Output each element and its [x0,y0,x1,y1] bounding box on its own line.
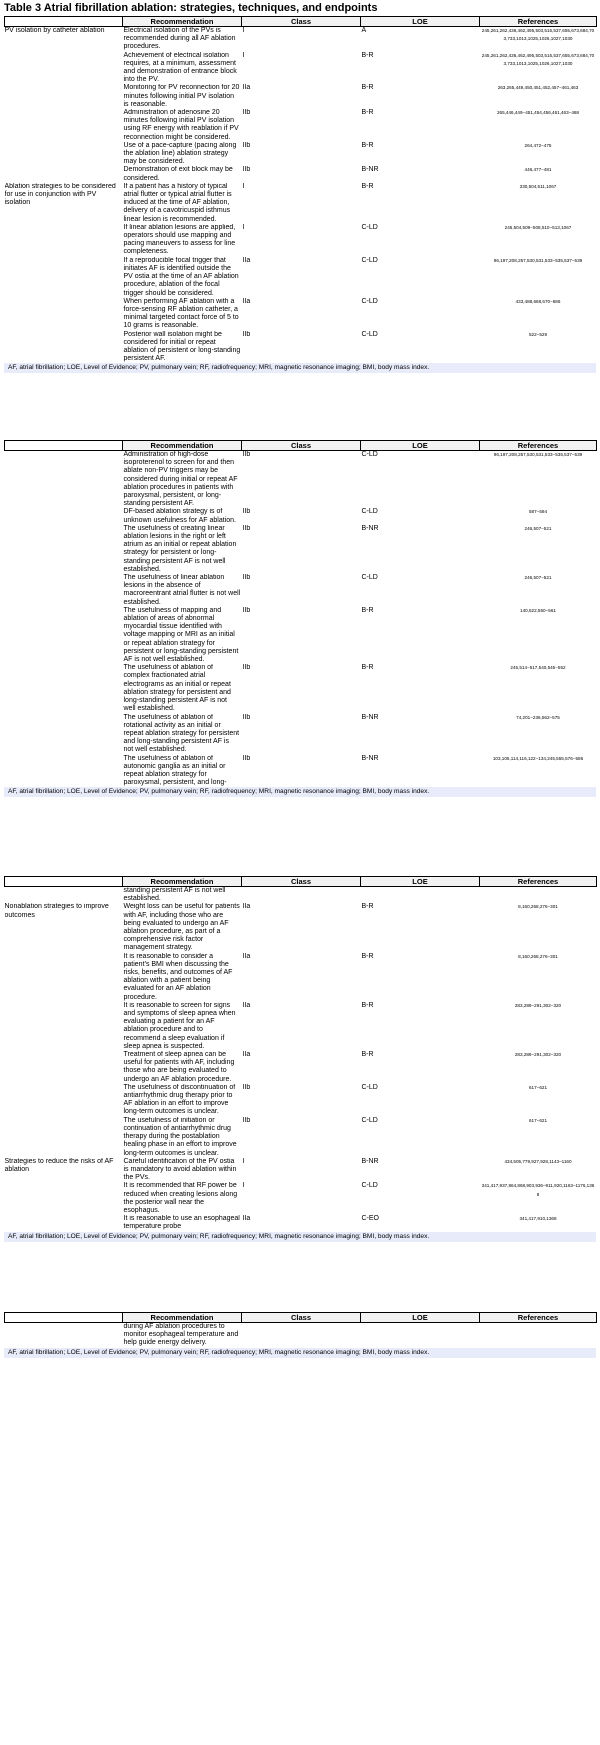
class-cell: IIb [242,508,251,516]
table-body [5,27,597,364]
recommendation-cell: Treatment of sleep apnea can be useful for patients with AF, including those who are being evaluated to undergo an AF ablation procedure. [123,1051,235,1083]
class-cell: I [242,1182,245,1190]
loe-cell [361,887,480,904]
table-row [5,1158,597,1183]
table-footnote: AF, atrial fibrillation; LOE, Level of Evidence; PV, pulmonary vein; RF, radiofrequency; MRI, magnetic resonance imaging; BMI, body mass index. [4,1232,596,1242]
class-cell: IIa [242,1001,251,1009]
class-cell: I [242,223,245,231]
loe-cell: B-NR [361,524,379,532]
category-cell [5,755,123,788]
class-cell: IIa [242,256,251,264]
class-cell: I [242,1157,245,1165]
loe-cell: B-NR [361,166,379,174]
loe-cell: C-LD [361,1083,378,1091]
category-cell: Strategies to reduce the risks of AF ablation [4,1157,114,1173]
category-cell [5,607,123,664]
references-cell: 446,477−481 [524,167,552,173]
references-cell: 96,197,208,257,530,531,533−535,537−539 [493,452,583,457]
table-row [5,52,597,85]
category-cell [5,1084,123,1117]
recommendation-cell: The usefulness of mapping and ablation of areas of abnormal myocardial tissue identified with voltage mapping or MRI as an initial or repeat ablation strategy for persistent or long-standing persistent AF is not well established. [123,606,239,664]
references-cell: 246,507−521 [524,575,552,581]
table-panel-1 [4,16,596,373]
references-cell: 96,197,208,257,530,531,533−535,537−539 [493,257,583,263]
class-cell: IIb [242,451,251,458]
recommendation-header: Recommendation [123,877,242,887]
category-cell [5,525,123,574]
loe-cell: B-NR [361,754,379,762]
loe-cell: B-R [361,606,374,614]
references-cell: 617−621 [528,1117,547,1123]
table-row [5,1117,597,1158]
recommendation-cell: It is reasonable to consider a patient’s BMI when discussing the risks, benefits, and outcomes of AF ablation with a patient being evaluated for an AF ablation procedure. [123,952,233,1001]
references-cell [480,887,597,904]
category-cell [5,257,123,298]
references-cell: 103,105,114,116,122−134,245,555,576−586 [492,755,584,761]
table-row [5,451,597,509]
category-cell [5,84,123,109]
references-cell: 8,160,268,276−301 [518,904,558,910]
loe-cell: B-R [361,109,374,117]
class-cell: IIb [242,141,251,149]
loe-cell: B-NR [361,713,379,721]
recommendation-cell: Achievement of electrical isolation requires, at a minimum, assessment and demonstration of entrance block into the PV. [123,51,237,84]
table-footnote: AF, atrial fibrillation; LOE, Level of Evidence; PV, pulmonary vein; RF, radiofrequency; MRI, magnetic resonance imaging; BMI, body mass index. [4,363,596,373]
loe-cell: C-LD [361,1116,378,1124]
class-cell: IIb [242,713,251,721]
references-cell: 433,488,668,670−686 [515,298,561,304]
table-row [5,953,597,1002]
category-cell: PV isolation by catheter ablation [4,27,105,34]
class-cell [242,1323,361,1348]
class-cell: IIb [242,664,251,672]
table-row [5,331,597,364]
recommendation-cell: Demonstration of exit block may be considered. [123,166,233,182]
class-header: Class [242,1313,361,1323]
references-cell: 283,289−291,302−320 [514,1002,562,1008]
table-panel-3 [4,876,596,1242]
references-cell: 522−529 [528,331,547,337]
category-cell [5,142,123,167]
table-row [5,607,597,664]
recommendation-header: Recommendation [123,441,242,451]
table-footnote: AF, atrial fibrillation; LOE, Level of Evidence; PV, pulmonary vein; RF, radiofrequency; MRI, magnetic resonance imaging; BMI, body mass index. [4,1348,596,1358]
table-row [5,887,597,904]
recommendation-cell: The usefulness of creating linear ablation lesions in the right or left atrium as an initial or repeat ablation strategy for persistent or long-standing persistent AF is not well established. [123,524,237,573]
loe-cell: B-R [361,952,374,960]
class-cell [242,887,361,904]
recommendation-cell: Administration of high-dose isoproterenol to screen for and then ablate non-PV triggers may be considered during initial or repeat AF ablation procedures in patients with paroxysmal, persistent, or long-standing persistent AF. [123,451,238,508]
recommendation-cell: When performing AF ablation with a force-sensing RF ablation catheter, a minimal targeted contact force of 5 to 10 grams is reasonable. [123,297,239,330]
recommendation-cell: The usefulness of linear ablation lesions in the absence of macroreentrant atrial flutter is not well established. [123,574,241,606]
references-cell: 245,261,262,436,462,495,503,515,537,655,673,684,703,733,1013,1025,1026,1027,1030 [481,28,595,42]
category-cell [5,887,123,904]
table-row [5,1084,597,1117]
references-cell: 434,505,779,927,928,1143–1160 [504,1158,572,1164]
recommendation-cell: The usefulness of ablation of rotational activity as an initial or repeat ablation strategy for persistent and long-standing persistent AF is not well established. [123,713,240,754]
category-cell [5,574,123,607]
table-body [5,451,597,788]
recommendation-cell: If a reproducible focal trigger that initiates AF is identified outside the PV ostia at the time of an AF ablation procedure, ablation of the focal trigger should be considered. [123,256,239,297]
recommendation-cell: standing persistent AF is not well established. [123,887,226,903]
recommendations-table [4,440,597,787]
loe-cell: C-LD [361,508,378,516]
recommendation-cell: The usefulness of ablation of autonomic ganglia as an initial or repeat ablation strategy for paroxysmal, persistent, and long- [123,754,227,787]
table-row [5,224,597,257]
recommendation-cell: The usefulness of initiation or continuation of antiarrhythmic drug therapy during the postablation healing phase in an effort to improve long-term outcomes is unclear. [123,1116,237,1157]
category-cell [5,1215,123,1231]
recommendation-cell: The usefulness of ablation of complex fractionated atrial electrograms as an initial or repeat ablation strategy for persistent and long-standing persistent AF is not well established. [123,664,231,713]
table-row [5,1215,597,1231]
references-header: References [480,1313,597,1323]
loe-cell: B-R [361,141,374,149]
class-cell: IIb [242,1116,251,1124]
table-row [5,257,597,298]
recommendation-cell: The usefulness of discontinuation of antiarrhythmic drug therapy prior to AF ablation in an effort to improve long-term outcomes is unclear. [123,1083,236,1116]
recommendation-cell: Weight loss can be useful for patients with AF, including those who are being evaluated to undergo an AF ablation procedure, as part of a comprehensive risk factor management strategy. [123,903,240,952]
class-header: Class [242,441,361,451]
table-body [5,1323,597,1348]
references-cell: 264,472−475 [524,142,552,148]
class-cell: IIa [242,84,251,92]
category-cell [5,52,123,85]
category-header [5,877,123,887]
loe-cell: B-R [361,182,374,190]
class-cell: IIa [242,1051,251,1059]
loe-cell: B-R [361,1051,374,1059]
class-header: Class [242,877,361,887]
table-row [5,664,597,713]
class-cell: IIb [242,754,251,762]
recommendation-cell: during AF ablation procedures to monitor esophageal temperature and help guide energy delivery. [123,1323,239,1347]
category-cell: Nonablation strategies to improve outcomes [4,903,109,919]
category-cell [5,1051,123,1084]
loe-cell [361,1323,480,1348]
loe-cell: C-EO [361,1215,379,1223]
recommendation-cell: Careful identification of the PV ostia is mandatory to avoid ablation within the PVs. [123,1157,237,1182]
class-cell: IIa [242,297,251,305]
references-cell: 283,289−291,302−320 [514,1052,562,1058]
category-cell [5,166,123,182]
references-cell: 587−594 [528,509,547,515]
table-row [5,142,597,167]
references-header: References [480,877,597,887]
class-cell: IIb [242,1083,251,1091]
loe-cell: C-LD [361,1182,378,1190]
references-cell: 74,201−236,562−575 [516,714,560,720]
table-footnote: AF, atrial fibrillation; LOE, Level of Evidence; PV, pulmonary vein; RF, radiofrequency; MRI, magnetic resonance imaging; BMI, body mass index. [4,787,596,797]
loe-header: LOE [361,441,480,451]
category-cell [5,664,123,713]
recommendation-header: Recommendation [123,17,242,27]
class-cell: I [242,27,245,34]
category-cell [5,1323,123,1348]
category-cell [5,298,123,331]
references-header: References [480,17,597,27]
table-row [5,298,597,331]
class-cell: IIa [242,952,251,960]
category-cell [5,109,123,142]
table-row [5,1182,597,1215]
category-cell [5,1182,123,1215]
loe-cell: B-R [361,664,374,672]
class-cell: I [242,51,245,59]
table-row [5,84,597,109]
recommendation-cell: Posterior wall isolation might be considered for initial or repeat ablation of persistent or long-standing persistent AF. [123,330,241,363]
loe-header: LOE [361,1313,480,1323]
loe-cell: B-R [361,84,374,92]
table-row [5,508,597,524]
recommendation-cell: It is recommended that RF power be reduced when creating lesions along the posterior wall near the esophagus. [123,1182,238,1214]
category-cell [5,508,123,524]
recommendations-table [4,876,597,1232]
table-row [5,27,597,52]
category-header [5,441,123,451]
recommendation-cell: DF-based ablation strategy is of unknown usefulness for AF ablation. [123,508,236,524]
category-cell [5,451,123,509]
table-row [5,755,597,788]
table-row [5,166,597,182]
category-cell [5,714,123,755]
class-header: Class [242,17,361,27]
class-cell: IIb [242,330,251,338]
references-cell [480,1323,597,1348]
class-cell: IIb [242,524,251,532]
table-row [5,183,597,224]
table-row [5,525,597,574]
class-cell: IIb [242,606,251,614]
category-cell [5,224,123,257]
recommendation-cell: It is reasonable to use an esophageal temperature probe [123,1215,240,1231]
loe-cell: A [361,27,367,34]
category-cell [5,1002,123,1051]
table-row [5,1051,597,1084]
category-cell [5,953,123,1002]
loe-cell: C-LD [361,297,378,305]
class-cell: I [242,182,245,190]
class-cell: IIb [242,109,251,117]
class-cell: IIb [242,166,251,174]
recommendation-cell: Electrical isolation of the PVs is recommended during all AF ablation procedures. [123,27,236,51]
category-cell [5,1117,123,1158]
references-cell: 245,261,262,436,462,495,503,515,537,655,673,684,703,733,1013,1025,1026,1027,1030 [481,52,595,66]
table-row [5,903,597,952]
references-cell: 8,160,268,276−301 [518,953,558,959]
loe-cell: B-R [361,903,374,911]
references-cell: 245,504,509−508,510−513,1067 [504,224,572,230]
loe-cell: B-NR [361,1157,379,1165]
references-cell: 265,446,449−451,454,456,461,463−468 [496,110,579,116]
table-row [5,109,597,142]
loe-cell: C-LD [361,256,378,264]
table-row [5,574,597,607]
loe-header: LOE [361,17,480,27]
recommendation-cell: Monitoring for PV reconnection for 20 minutes following initial PV isolation is reasonable. [123,84,240,108]
recommendation-header: Recommendation [123,1313,242,1323]
references-cell: 341,417,910,1368 [519,1216,557,1222]
loe-cell: B-R [361,51,374,59]
references-cell: 246,507−521 [524,525,552,531]
loe-cell: C-LD [361,574,378,582]
class-cell: IIa [242,1215,251,1223]
recommendation-cell: If a patient has a history of typical atrial flutter or typical atrial flutter is induced at the time of AF ablation, delivery of a cavotricuspid isthmus linear lesion is recommended. [123,182,232,223]
category-header [5,1313,123,1323]
table-title: Table 3 Atrial fibrillation ablation: strategies, techniques, and endpoints [4,2,378,14]
table-row [5,1323,597,1348]
loe-cell: B-R [361,1001,374,1009]
loe-cell: C-LD [361,223,378,231]
loe-cell: C-LD [361,330,378,338]
recommendations-table [4,1312,597,1348]
table-body [5,887,597,1232]
references-cell: 617−621 [528,1084,547,1090]
recommendation-cell: Administration of adenosine 20 minutes following initial PV isolation using RF energy with reablation if PV reconnection might be considered. [123,109,239,141]
category-header [5,17,123,27]
table-row [5,714,597,755]
category-cell: Ablation strategies to be considered for use in conjunction with PV isolation [4,182,116,207]
category-cell [5,331,123,364]
references-header: References [480,441,597,451]
class-cell: IIb [242,574,251,582]
recommendation-cell: It is reasonable to screen for signs and symptoms of sleep apnea when evaluating a patient for an AF ablation procedure and to recommend a sleep evaluation if sleep apnea is suspected. [123,1001,236,1050]
references-cell: 263,265,449,450,451,452,457−461,463 [497,85,579,91]
recommendations-table [4,16,597,363]
recommendation-cell: If linear ablation lesions are applied, operators should use mapping and pacing maneuvers to assess for line completeness. [123,223,236,256]
references-cell: 341,417,937,864,868,903,936–911,920,1163–1176,1368 [481,1183,595,1197]
loe-header: LOE [361,877,480,887]
table-panel-4 [4,1312,596,1358]
recommendation-cell: Use of a pace-capture (pacing along the ablation line) ablation strategy may be considered. [123,141,237,166]
table-panel-2 [4,440,596,797]
class-cell: IIa [242,903,251,911]
references-cell: 245,514−517,540,545−552 [510,665,566,671]
references-cell: 140,522,550−561 [520,607,556,613]
table-row [5,1002,597,1051]
references-cell: 330,504,511,1067 [519,183,557,189]
loe-cell: C-LD [361,451,378,458]
